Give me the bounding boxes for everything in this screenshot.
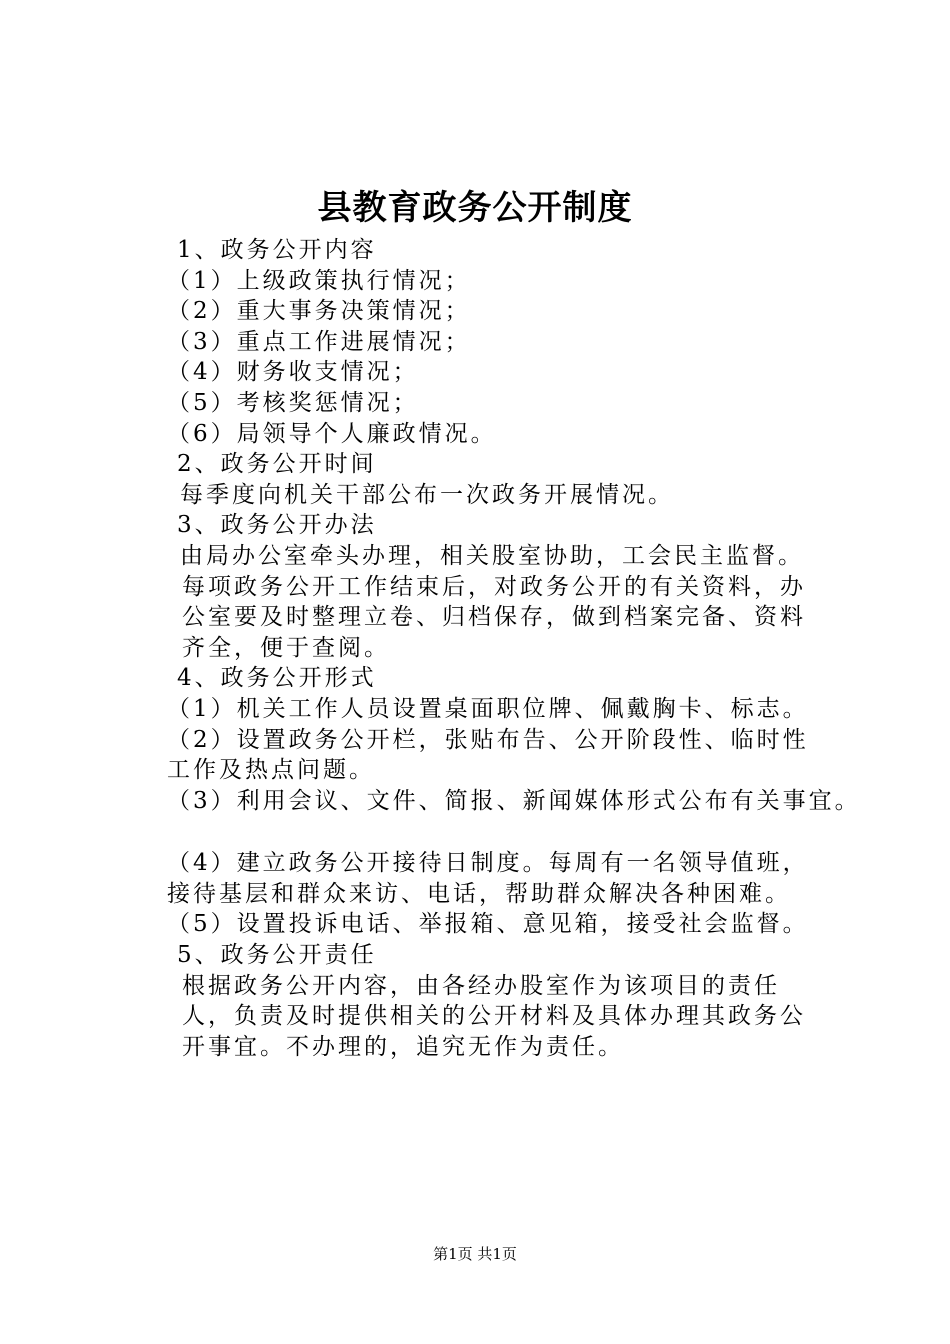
section-heading-method: 3、政务公开办法 <box>177 512 377 539</box>
list-item: （1）机关工作人员设置桌面职位牌、佩戴胸卡、标志。 <box>167 695 809 722</box>
document-body <box>130 235 861 1062</box>
section-heading-responsibility: 5、政务公开责任 <box>177 942 377 969</box>
list-item: （2）设置政务公开栏，张贴布告、公开阶段性、临时性工作及热点问题。 <box>167 726 809 784</box>
page-footer: 第1页 共1页 <box>433 1245 517 1263</box>
section-heading-form: 4、政务公开形式 <box>177 665 377 692</box>
document-title: 县教育政务公开制度 <box>317 188 633 228</box>
section-paragraph-method: 每项政务公开工作结束后，对政务公开的有关资料，办公室要及时整理立卷、归档保存，做到档案完备、资料齐全，便于查阅。 <box>182 573 806 661</box>
section-heading-time: 2、政务公开时间 <box>177 451 377 478</box>
list-item: （3）利用会议、文件、简报、新闻媒体形式公布有关事宜。 <box>167 787 861 814</box>
paragraph-gap <box>130 816 830 848</box>
list-item: （1）上级政策执行情况； <box>167 267 471 294</box>
list-item: （5）设置投诉电话、举报箱、意见箱，接受社会监督。 <box>167 911 809 938</box>
section-text-method: 由局办公室牵头办理，相关股室协助，工会民主监督。 <box>180 542 804 569</box>
list-item: （4）财务收支情况； <box>167 359 419 386</box>
list-item: （3）重点工作进展情况； <box>167 328 471 355</box>
section-heading-content: 1、政务公开内容 <box>177 237 377 263</box>
list-item: （6）局领导个人廉政情况。 <box>167 420 497 447</box>
section-paragraph-responsibility: 根据政务公开内容，由各经办股室作为该项目的责任人，负责及时提供相关的公开材料及具体办理其政务公开事宜。不办理的，追究无作为责任。 <box>182 972 806 1060</box>
section-text-time: 每季度向机关干部公布一次政务开展情况。 <box>180 481 674 508</box>
list-item: （2）重大事务决策情况； <box>167 298 471 325</box>
list-item: （5）考核奖惩情况； <box>167 389 419 416</box>
list-item: （4）建立政务公开接待日制度。每周有一名领导值班，接待基层和群众来访、电话，帮助群众解决各种困难。 <box>167 850 809 907</box>
